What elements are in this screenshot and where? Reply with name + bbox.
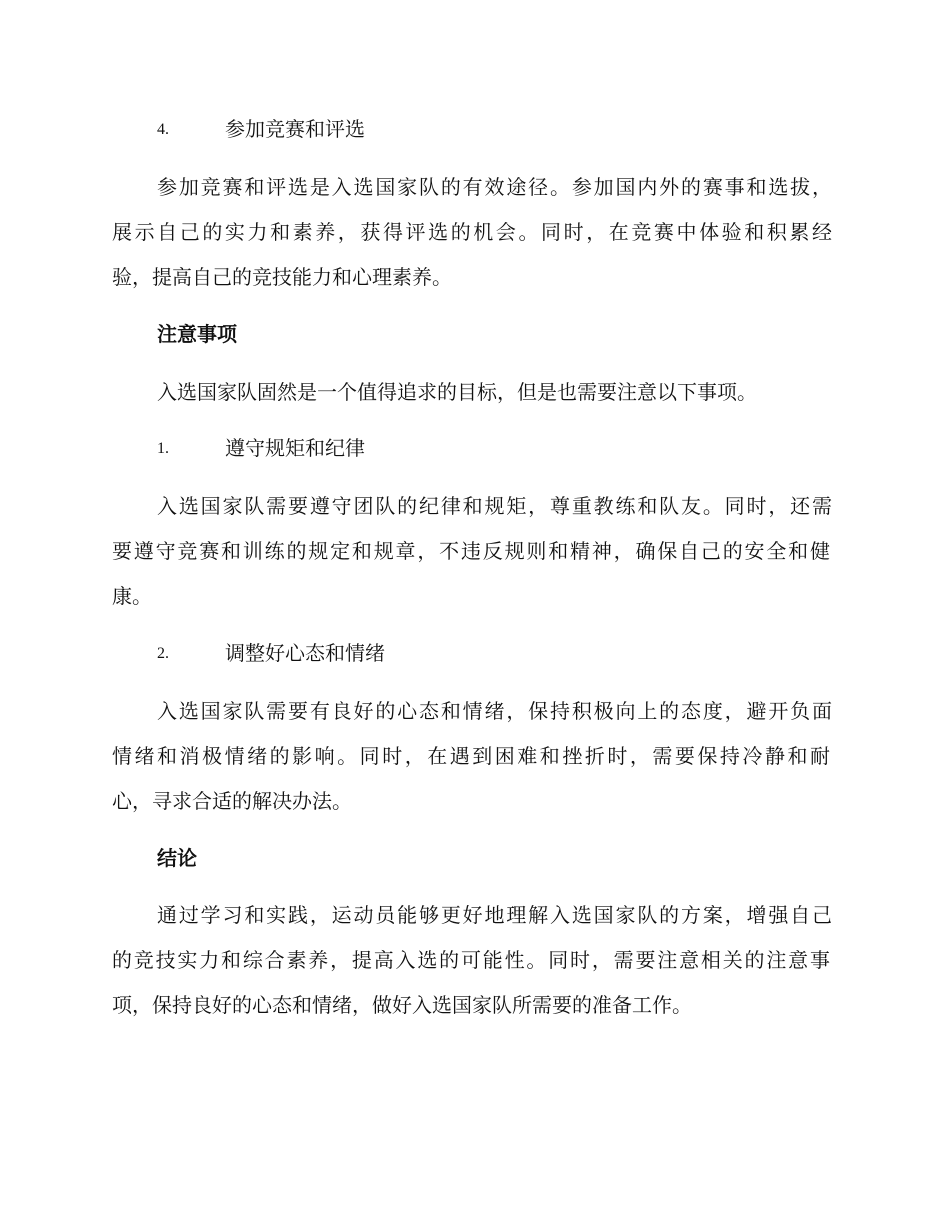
- list-item-title: 调整好心态和情绪: [225, 641, 385, 665]
- paragraph-line: 情绪和消极情绪的影响。同时，在遇到困难和挫折时，需要保持冷静和耐: [112, 744, 830, 768]
- paragraph-line: 项，保持良好的心态和情绪，做好入选国家队所需要的准备工作。: [112, 993, 692, 1017]
- paragraph-line: 展示自己的实力和素养，获得评选的机会。同时，在竞赛中体验和积累经: [112, 220, 832, 244]
- list-item-title: 遵守规矩和纪律: [225, 436, 365, 460]
- list-number: 2.: [157, 645, 169, 662]
- paragraph-line: 参加竞赛和评选是入选国家队的有效途径。参加国内外的赛事和选拔，: [157, 175, 832, 199]
- paragraph-line: 要遵守竞赛和训练的规定和规章，不违反规则和精神，确保自己的安全和健: [112, 539, 830, 563]
- paragraph-line: 入选国家队固然是一个值得追求的目标，但是也需要注意以下事项。: [157, 380, 757, 404]
- paragraph-line: 的竞技实力和综合素养，提高入选的可能性。同时，需要注意相关的注意事: [112, 948, 830, 972]
- list-number: 4.: [157, 121, 169, 138]
- section-heading: 结论: [157, 846, 197, 870]
- paragraph-line: 入选国家队需要遵守团队的纪律和规矩，尊重教练和队友。同时，还需: [157, 494, 832, 518]
- section-heading: 注意事项: [157, 322, 237, 346]
- list-item-title: 参加竞赛和评选: [225, 117, 365, 141]
- paragraph-line: 通过学习和实践，运动员能够更好地理解入选国家队的方案，增强自己: [157, 903, 832, 927]
- paragraph-line: 验，提高自己的竞技能力和心理素养。: [112, 265, 452, 289]
- paragraph-line: 康。: [112, 584, 152, 608]
- paragraph-line: 心，寻求合适的解决办法。: [112, 789, 352, 813]
- paragraph-line: 入选国家队需要有良好的心态和情绪，保持积极向上的态度，避开负面: [157, 699, 832, 723]
- list-number: 1.: [157, 440, 169, 457]
